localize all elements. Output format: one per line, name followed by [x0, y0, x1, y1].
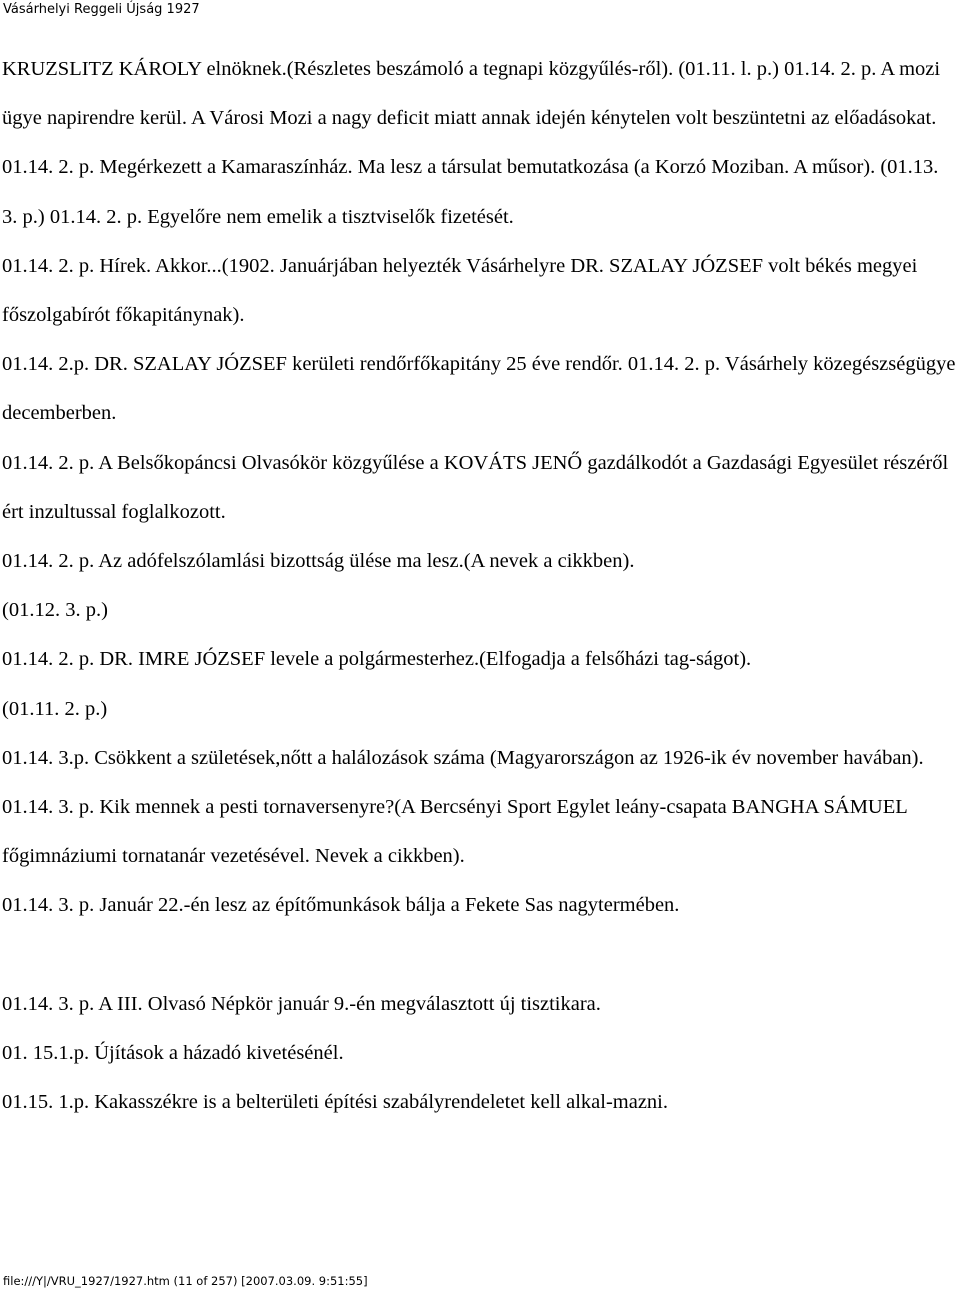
paragraph-4: 01.14. 2.p. DR. SZALAY JÓZSEF kerületi rendőrfőkapitány 25 éve rendőr. 01.14. 2. p. Vásárhely közegészségügye decemberben.	[2, 353, 956, 425]
page-footer-path: file:///Y|/VRU_1927/1927.htm (11 of 257) [2007.03.09. 9:51:55]	[3, 1274, 368, 1288]
paragraph-15: 01.15. 1.p. Kakasszékre is a belterületi építési szabályrendeletet kell alkal-mazni.	[2, 1091, 668, 1114]
document-body	[2, 45, 958, 1127]
paragraph-14: 01. 15.1.p. Újítások a házadó kivetésénél.	[2, 1041, 344, 1064]
paragraph-2: 01.14. 2. p. Megérkezett a Kamaraszínház. Ma lesz a társulat bemutatkozása (a Korzó Moziban. A műsor). (01.13. 3. p.) 01.14. 2. p. Egyelőre nem emelik a tisztviselők fizetését.	[2, 156, 939, 228]
paragraph-5: 01.14. 2. p. A Belsőkopáncsi Olvasókör közgyűlése a KOVÁTS JENŐ gazdálkodót a Gazdasági Egyesület részéről ért inzultussal foglalkozott.	[2, 451, 949, 523]
paragraph-6: 01.14. 2. p. Az adófelszólamlási bizottság ülése ma lesz.(A nevek a cikkben).	[2, 550, 635, 573]
paragraph-13: 01.14. 3. p. A III. Olvasó Népkör január 9.-én megválasztott új tisztikara.	[2, 992, 601, 1015]
paragraph-12: 01.14. 3. p. Január 22.-én lesz az építőmunkások bálja a Fekete Sas nagytermében.	[2, 894, 680, 917]
paragraph-8: 01.14. 2. p. DR. IMRE JÓZSEF levele a polgármesterhez.(Elfogadja a felsőházi tag-ságot).	[2, 648, 752, 671]
paragraph-3: 01.14. 2. p. Hírek. Akkor...(1902. Januárjában helyezték Vásárhelyre DR. SZALAY JÓZSEF volt békés megyei főszolgabírót főkapitánynak).	[2, 254, 918, 327]
paragraph-9: (01.11. 2. p.)	[2, 697, 108, 720]
paragraph-7: (01.12. 3. p.)	[2, 599, 108, 622]
page-header-title: Vásárhelyi Reggeli Újság 1927	[3, 2, 200, 17]
paragraph-10: 01.14. 3.p. Csökkent a születések,nőtt a halálozások száma (Magyarországon az 1926-ik év november havában).	[2, 746, 924, 769]
paragraph-1: KRUZSLITZ KÁROLY elnöknek.(Részletes beszámoló a tegnapi közgyűlés-ről). (01.11. l. p.) 01.14. 2. p. A mozi ügye napirendre kerül. A Városi Mozi a nagy deficit miatt annak idején kénytelen volt beszüntetni az előadásokat.	[2, 58, 941, 130]
paragraph-11: 01.14. 3. p. Kik mennek a pesti tornaversenyre?(A Bercsényi Sport Egylet leány-csapata BANGHA SÁMUEL főgimnáziumi tornatanár vezetésével. Nevek a cikkben).	[2, 796, 908, 868]
